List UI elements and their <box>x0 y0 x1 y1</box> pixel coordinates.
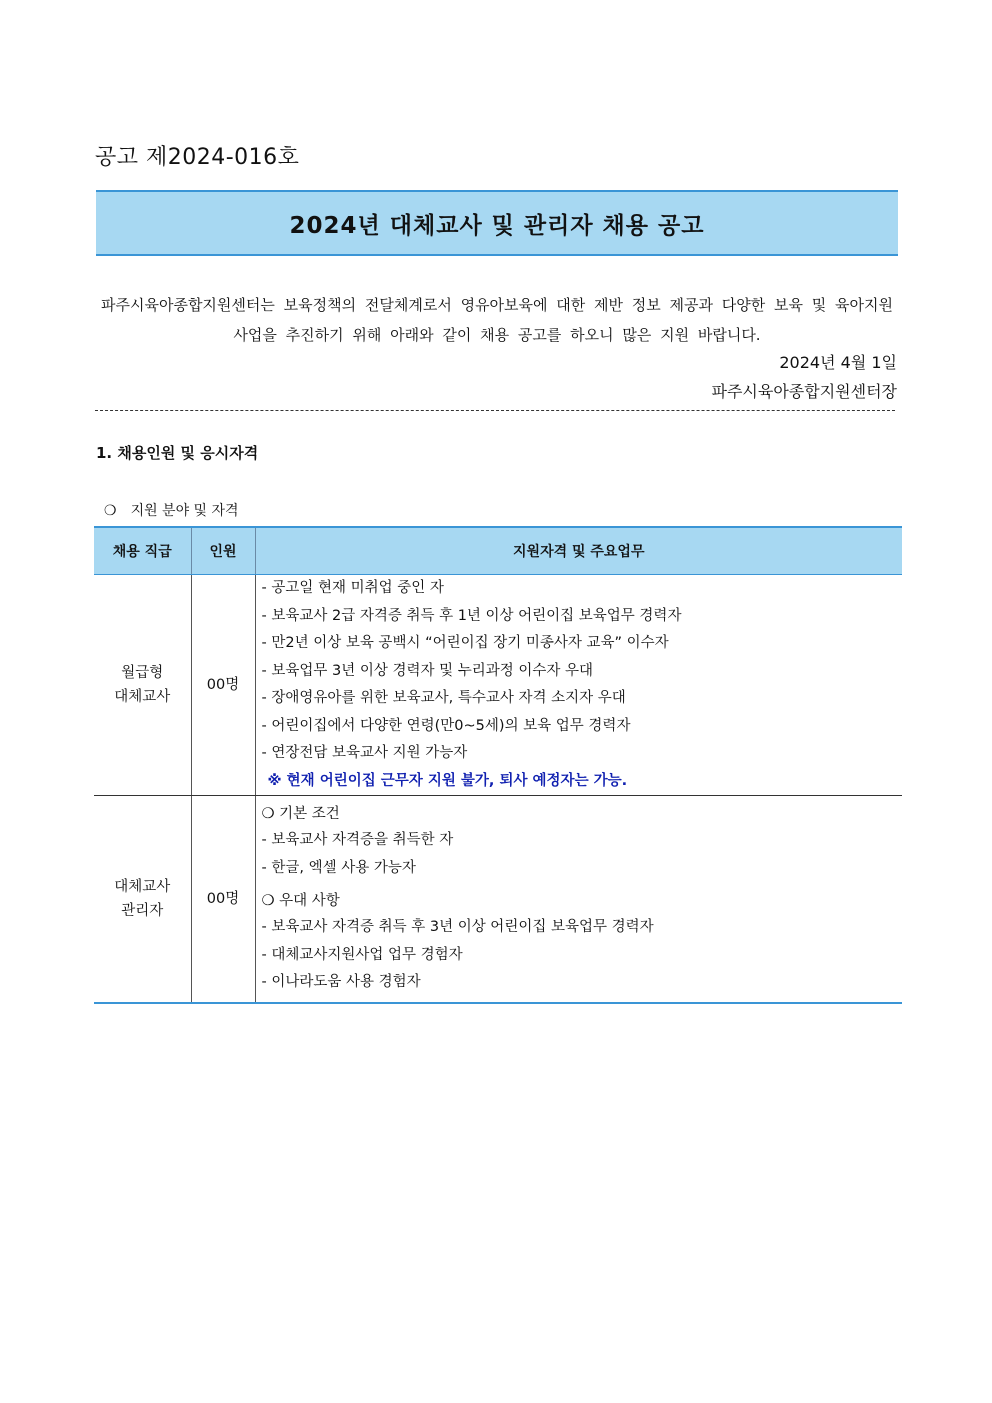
count-cell: 00명 <box>191 796 255 1004</box>
position-cell <box>94 796 191 1004</box>
qualification-item: - 연장전담 보육교사 지원 가능자 <box>261 745 468 761</box>
table-row <box>94 575 902 796</box>
qualification-item: - 한글, 엑셀 사용 가능자 <box>261 859 416 876</box>
qualification-item: - 어린이집에서 다양한 연령(만0~5세)의 보육 업무 경력자 <box>261 717 631 734</box>
position-line: 관리자 <box>121 903 164 919</box>
preferences-title: ❍ 우대 사항 <box>261 893 340 910</box>
basic-conditions-title: ❍ 기본 조건 <box>261 806 340 823</box>
qualifications-cell <box>255 796 902 1004</box>
recruitment-table <box>94 526 902 1004</box>
intro-line: 사업을 추진하기 위해 아래와 같이 채용 공고를 하오니 많은 지원 바랍니다. <box>233 326 761 344</box>
notice-number: 공고 제2024-016호 <box>95 145 300 170</box>
qualification-item: - 이나라도움 사용 경험자 <box>261 974 421 991</box>
organization-name: 파주시육아종합지원센터장 <box>711 382 897 401</box>
header-position: 채용 직급 <box>94 527 191 575</box>
qualification-item: - 보육업무 3년 이상 경력자 및 누리과정 이수자 우대 <box>261 662 593 679</box>
position-line: 월급형 <box>121 665 164 681</box>
page-title: 2024년 대체교사 및 관리자 채용 공고 <box>289 212 705 239</box>
qualification-item: - 보육교사 2급 자격증 취득 후 1년 이상 어린이집 보육업무 경력자 <box>261 607 682 624</box>
position-cell <box>94 575 191 796</box>
notice-date: 2024년 4월 1일 <box>779 353 897 372</box>
position-line: 대체교사 <box>114 689 171 705</box>
qualifications-cell <box>255 575 902 796</box>
eligibility-note: ※ 현재 어린이집 근무자 지원 불가, 퇴사 예정자는 가능. <box>267 772 628 789</box>
title-banner <box>96 190 898 256</box>
table-row <box>94 796 902 1004</box>
header-qualifications: 지원자격 및 주요업무 <box>255 527 902 575</box>
qualification-item: - 만2년 이상 보육 공백시 “어린이집 장기 미종사자 교육” 이수자 <box>261 635 669 651</box>
qualification-item: - 장애영유아를 위한 보육교사, 특수교사 자격 소지자 우대 <box>261 690 626 706</box>
qualification-item: - 공고일 현재 미취업 중인 자 <box>261 580 444 596</box>
count-cell: 00명 <box>191 575 255 796</box>
qualification-item: - 보육교사 자격증을 취득한 자 <box>261 832 454 849</box>
header-count: 인원 <box>191 527 255 575</box>
qualification-item: - 보육교사 자격증 취득 후 3년 이상 어린이집 보육업무 경력자 <box>261 919 654 936</box>
subsection-label: 지원 분야 및 자격 <box>130 503 239 519</box>
subsection-heading <box>104 500 239 520</box>
section-heading: 1. 채용인원 및 응시자격 <box>96 444 259 462</box>
intro-line: 파주시육아종합지원센터는 보육정책의 전달체계로서 영유아보육에 대한 제반 정보 제공과 다양한 보육 및 육아지원 <box>101 296 893 314</box>
position-line: 대체교사 <box>114 879 171 895</box>
dashed-divider <box>95 410 895 411</box>
circle-bullet-icon: ❍ <box>104 503 117 519</box>
intro-text <box>96 290 898 350</box>
qualification-item: - 대체교사지원사업 업무 경험자 <box>261 946 463 963</box>
table-header-row <box>94 527 902 575</box>
